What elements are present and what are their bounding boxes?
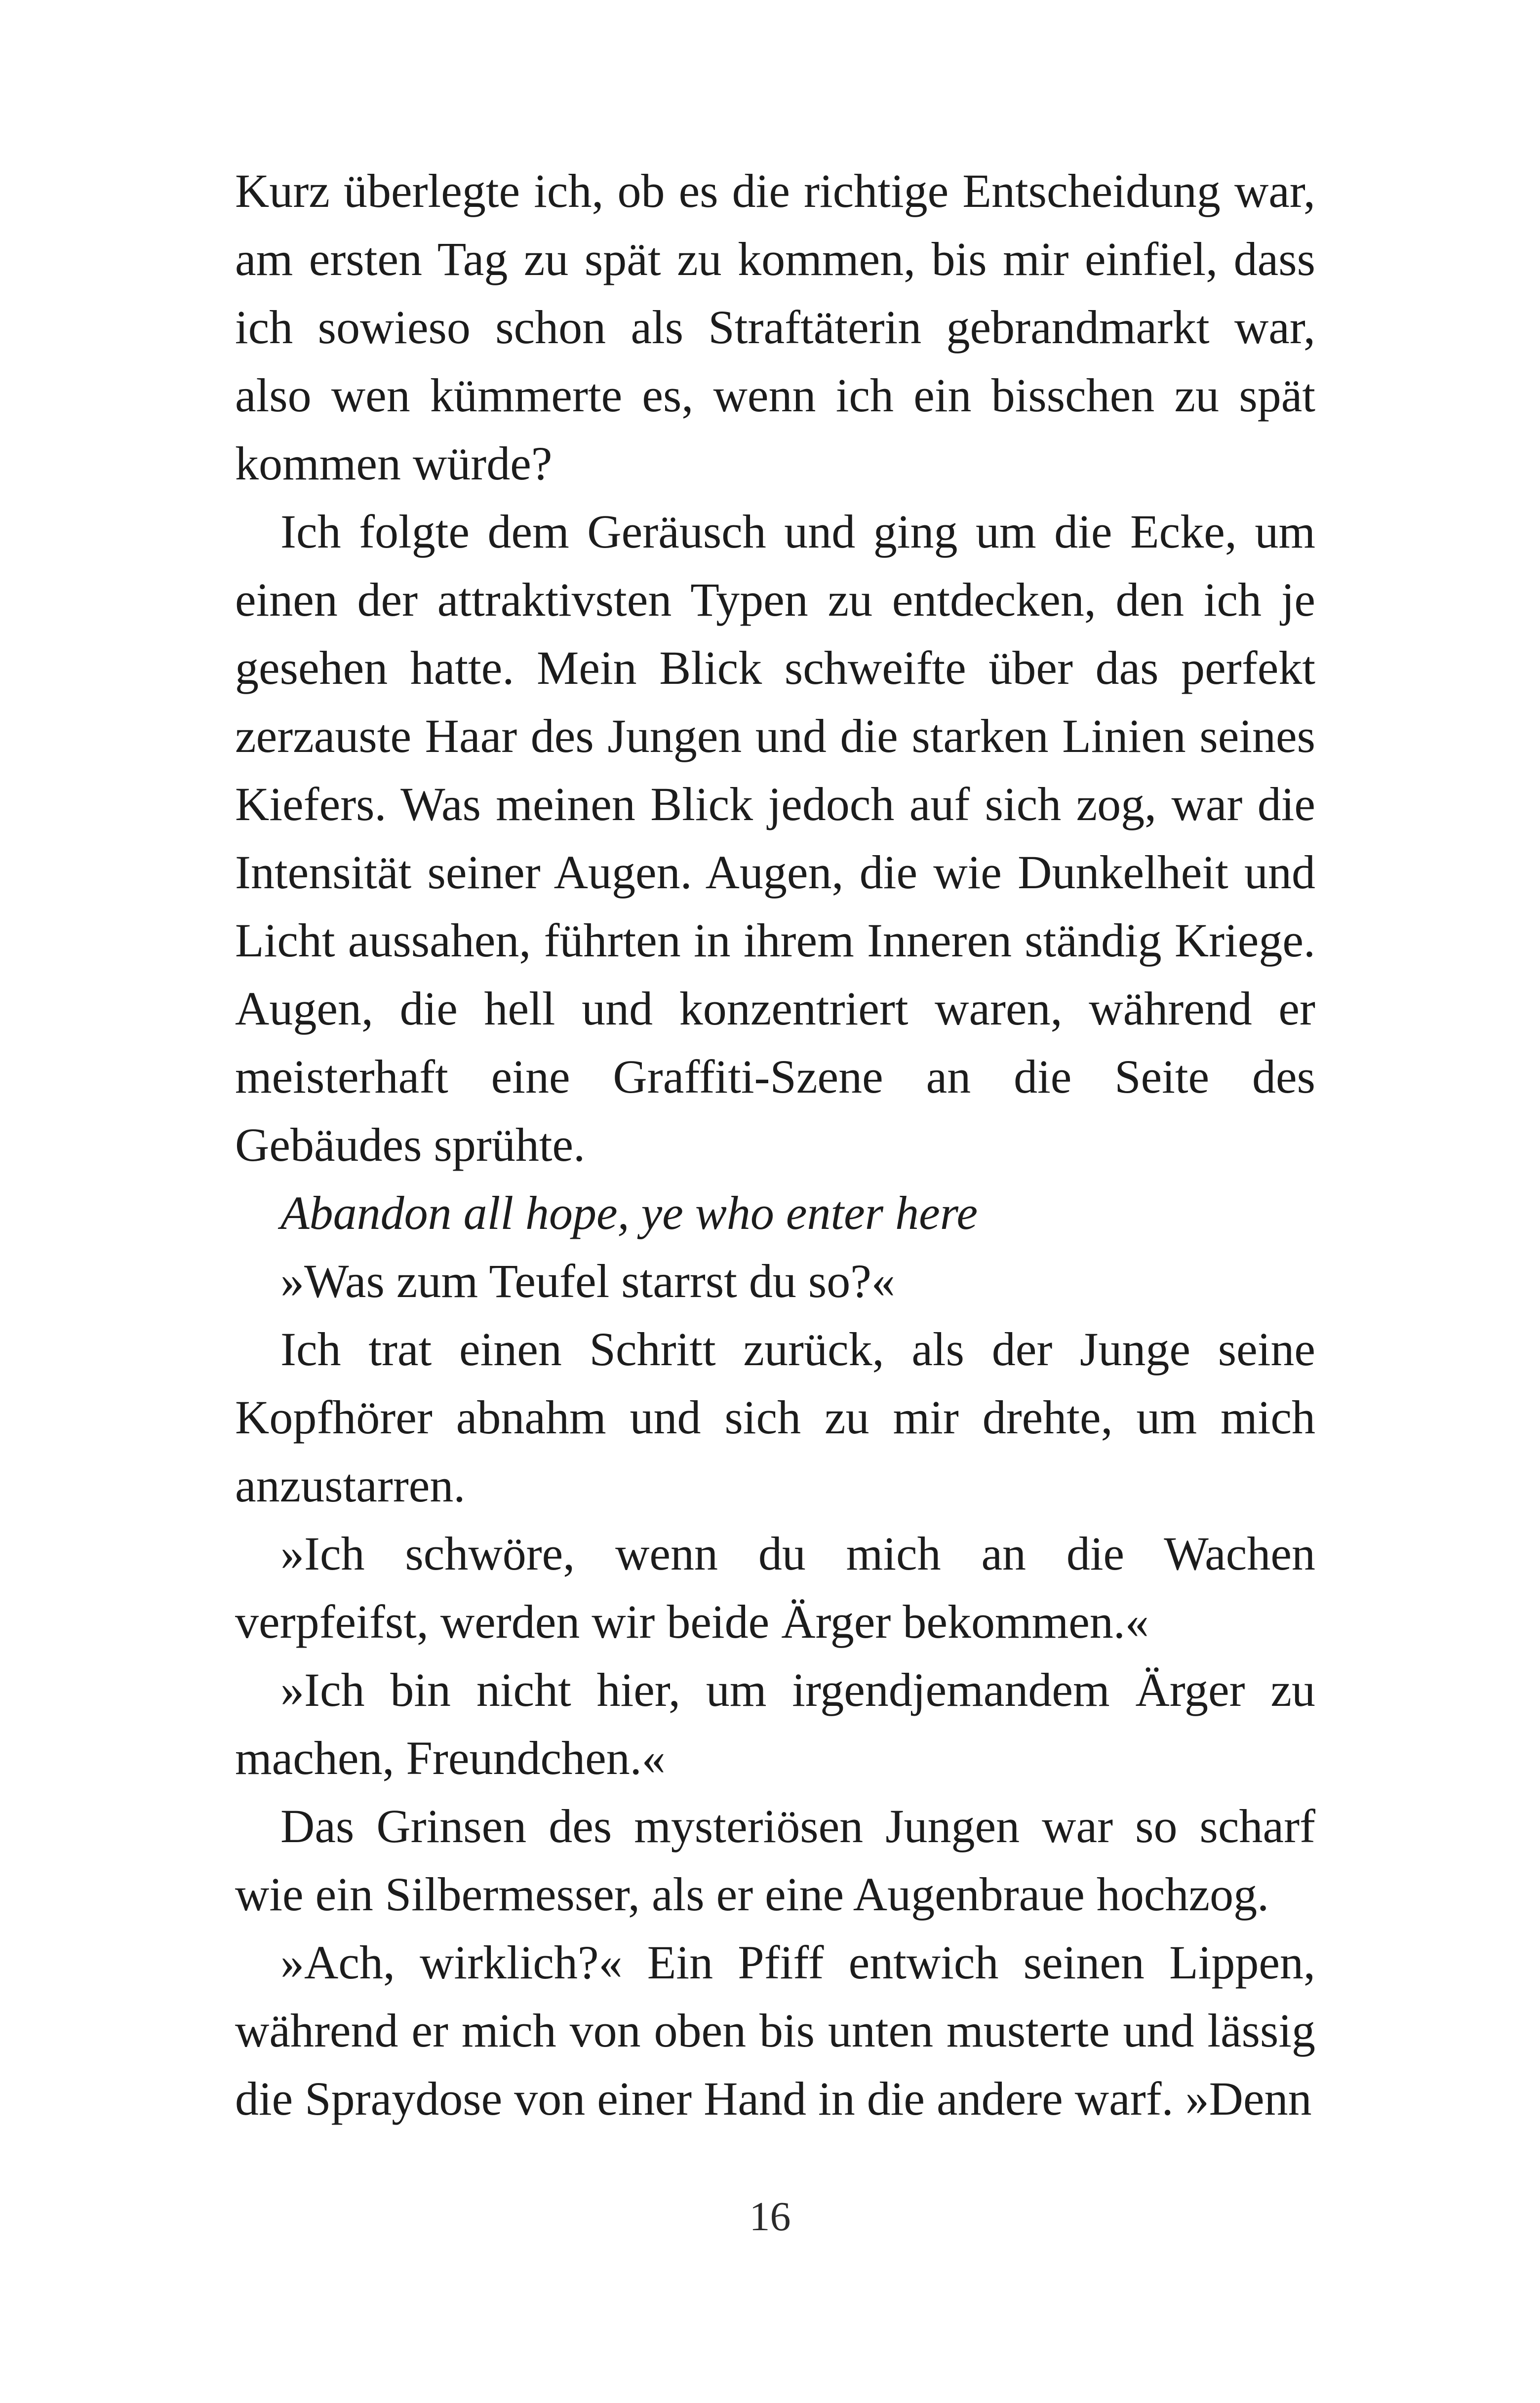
- paragraph-6: »Ich schwöre, wenn du mich an die Wachen verpfeifst, werden wir beide Ärger bekommen.«: [235, 1527, 1315, 1648]
- inscription-line: Abandon all hope, ye who enter here: [280, 1186, 978, 1239]
- page-number: 16: [749, 2194, 791, 2240]
- paragraph-4: »Was zum Teufel starrst du so?«: [280, 1255, 895, 1307]
- paragraph-1: Kurz überlegte ich, ob es die richtige Entscheidung war, am ersten Tag zu spät zu kommen, bis mir einfiel, dass ich sowieso schon als Straftäterin gebrandmarkt war, also wen kümmerte es, wenn ich ein bisschen zu spät kommen würde?: [235, 164, 1315, 490]
- paragraph-7: »Ich bin nicht hier, um irgendjemandem Ärger zu machen, Freundchen.«: [235, 1663, 1315, 1784]
- paragraph-9: »Ach, wirklich?« Ein Pfiff entwich seinen Lippen, während er mich von oben bis unten musterte und lässig die Spraydose von einer Hand in die andere warf. »Denn: [235, 1936, 1315, 2125]
- paragraph-5: Ich trat einen Schritt zurück, als der Junge seine Kopfhörer abnahm und sich zu mir drehte, um mich anzustarren.: [235, 1323, 1315, 1512]
- paragraph-8: Das Grinsen des mysteriösen Jungen war so scharf wie ein Silbermesser, als er eine Augenbraue hochzog.: [235, 1800, 1315, 1921]
- body-text: [235, 157, 1315, 2133]
- paragraph-2: Ich folgte dem Geräusch und ging um die Ecke, um einen der attraktivsten Typen zu entdecken, den ich je gesehen hatte. Mein Blick schweifte über das perfekt zerzauste Haar des Jungen und die starken Linien seines Kiefers. Was meinen Blick jedoch auf sich zog, war die Intensität seiner Augen. Augen, die wie Dunkelheit und Licht aussahen, führten in ihrem Inneren ständig Kriege. Augen, die hell und konzentriert waren, während er meisterhaft eine Graffiti-Szene an die Seite des Gebäudes sprühte.: [235, 505, 1315, 1171]
